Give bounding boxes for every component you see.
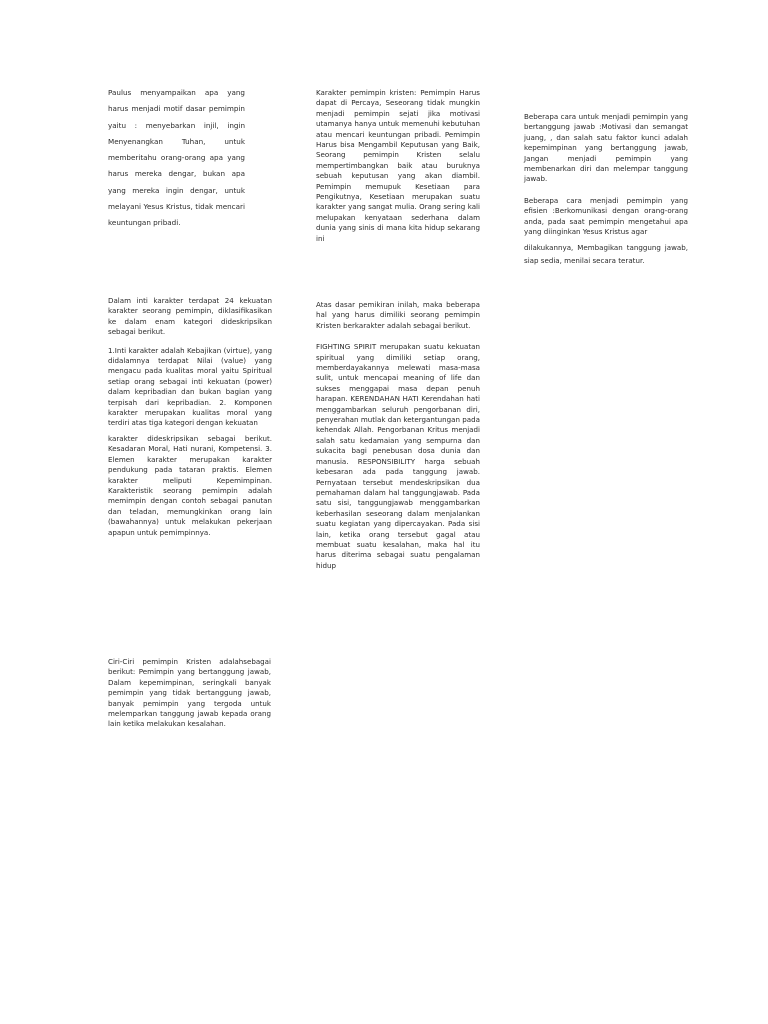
column1-text-motif: Paulus menyampaikan apa yang harus menjadi motif dasar pemimpin yaitu : menyebarkan injil, ingin Menyenangkan Tuhan, untuk memberitahu orang-orang apa yang harus mereka dengar, bukan apa yang mereka ingin dengar, untuk melayani Yesus Kristus, tidak mencari keuntungan pribadi.: [108, 88, 245, 228]
column1-paragraph-motif: [108, 85, 245, 232]
column3-text-efisien: Beberapa cara menjadi pemimpin yang efisien :Berkomunikasi dengan orang-orang anda, pada saat pemimpin mengetahui apa yang diinginkan Yesus Kristus agar: [524, 195, 688, 237]
column1-text-inti-karakter: Dalam inti karakter terdapat 24 kekuatan karakter seorang pemimpin, diklasifikasikan ke dalam enam kategori dideskripsikan sebagai berikut.: [108, 296, 272, 337]
column3-paragraph-bertanggung-jawab: [524, 112, 688, 267]
column3-text-bertanggung-jawab: Beberapa cara untuk menjadi pemimpin yang bertanggung jawab :Motivasi dan semangat juang, , dan salah satu faktor kunci adalah kepemimpinan yang bertanggung jawab, Jangan menjadi pemimpin yang membenarkan diri dan melempar tanggung jawab.: [524, 112, 688, 184]
column2-text-atas-dasar: Atas dasar pemikiran inilah, maka beberapa hal yang harus dimiliki seorang pemimpin Kristen berkarakter adalah sebagai berikut.: [316, 300, 480, 330]
column3-text-dilakukannya: dilakukannya, Membagikan tanggung jawab, siap sedia, menilai secara teratur.: [524, 243, 688, 265]
column2-text-karakter-pemimpin: Karakter pemimpin kristen: Pemimpin Harus dapat di Percaya, Seseorang tidak mungkin menjadi pemimpin sejati jika motivasi utamanya hanya untuk memenuhi kebutuhan atau mencari keuntungan pribadi. Pemimpin Harus bisa Mengambil Keputusan yang Baik, Seorang pemimpin Kristen selalu mempertimbangkan baik atau buruknya sebuah keputusan yang akan diambil. Pemimpin memupuk Kesetiaan para Pengikutnya, Kesetiaan merupakan suatu karakter yang sangat mulia. Orang sering kali melupakan kenyataan sederhana dalam dunia yang sinis di mana kita hidup sekarang ini: [316, 88, 480, 243]
column1-paragraph-karakter: [108, 296, 272, 538]
column1-text-elemen: karakter dideskripsikan sebagai berikut. Kesadaran Moral, Hati nurani, Kompetensi. 3. Elemen karakter merupakan karakter pendukung pada tataran praktis. Elemen karakter meliputi Kepemimpinan. Karakteristik seorang pemimpin adalah memimpin dengan contoh sebagai panutan dan teladan, memungkinkan orang lain (bawahannya) untuk melakukan pekerjaan apapun untuk pemimpinnya.: [108, 433, 272, 537]
column2-paragraph-karakter-pemimpin: [316, 88, 480, 244]
column1-text-ciri-ciri: Ciri-Ciri pemimpin Kristen adalahsebagai berikut: Pemimpin yang bertanggung jawab, Dalam kepemimpinan, seringkali banyak pemimpin yang tidak bertanggung jawab, banyak pemimpin yang tergoda untuk melemparkan tanggung jawab kepada orang lain ketika melakukan kesalahan.: [108, 657, 271, 729]
column2-text-fighting-spirit: FIGHTING SPIRIT merupakan suatu kekuatan spiritual yang dimiliki setiap orang, memberdayakannya melewati masa-masa sulit, untuk mencapai meaning of life dan sukses menggapai masa depan penuh harapan. KERENDAHAN HATI Kerendahan hati menggambarkan seluruh pengorbanan diri, penyerahan mutlak dan ketergantungan pada kehendak Allah. Pengorbanan Kritus menjadi salah satu kedamaian yang sempurna dan sukacita bagi penebusan dosa dunia dan manusia. RESPONSIBILITY harga sebuah kebesaran ada pada tanggung jawab. Pernyataan tersebut mendeskripsikan dua pemahaman dalam hal tanggungjawab. Pada satu sisi, tanggungjawab menggambarkan keberhasilan seseorang dalam menjalankan suatu kegiatan yang dipercayakan. Pada sisi lain, ketika orang tersebut gagal atau membuat suatu kesalahan, maka hal itu harus diterima sebagai suatu pengalaman hidup: [316, 342, 480, 570]
column1-text-kebajikan: 1.Inti karakter adalah Kebajikan (virtue), yang didalamnya terdapat Nilai (value) yang mengacu pada kualitas moral yaitu Spiritual setiap orang sebagai inti kekuatan (power) dalam kepribadian dan bukan bagian yang terpisah dari kepribadian. 2. Komponen karakter merupakan kualitas moral yang terdiri atas tiga kategori dengan kekuatan: [108, 345, 272, 428]
column2-paragraph-dasar: [316, 300, 480, 571]
column1-paragraph-ciri: [108, 657, 271, 730]
